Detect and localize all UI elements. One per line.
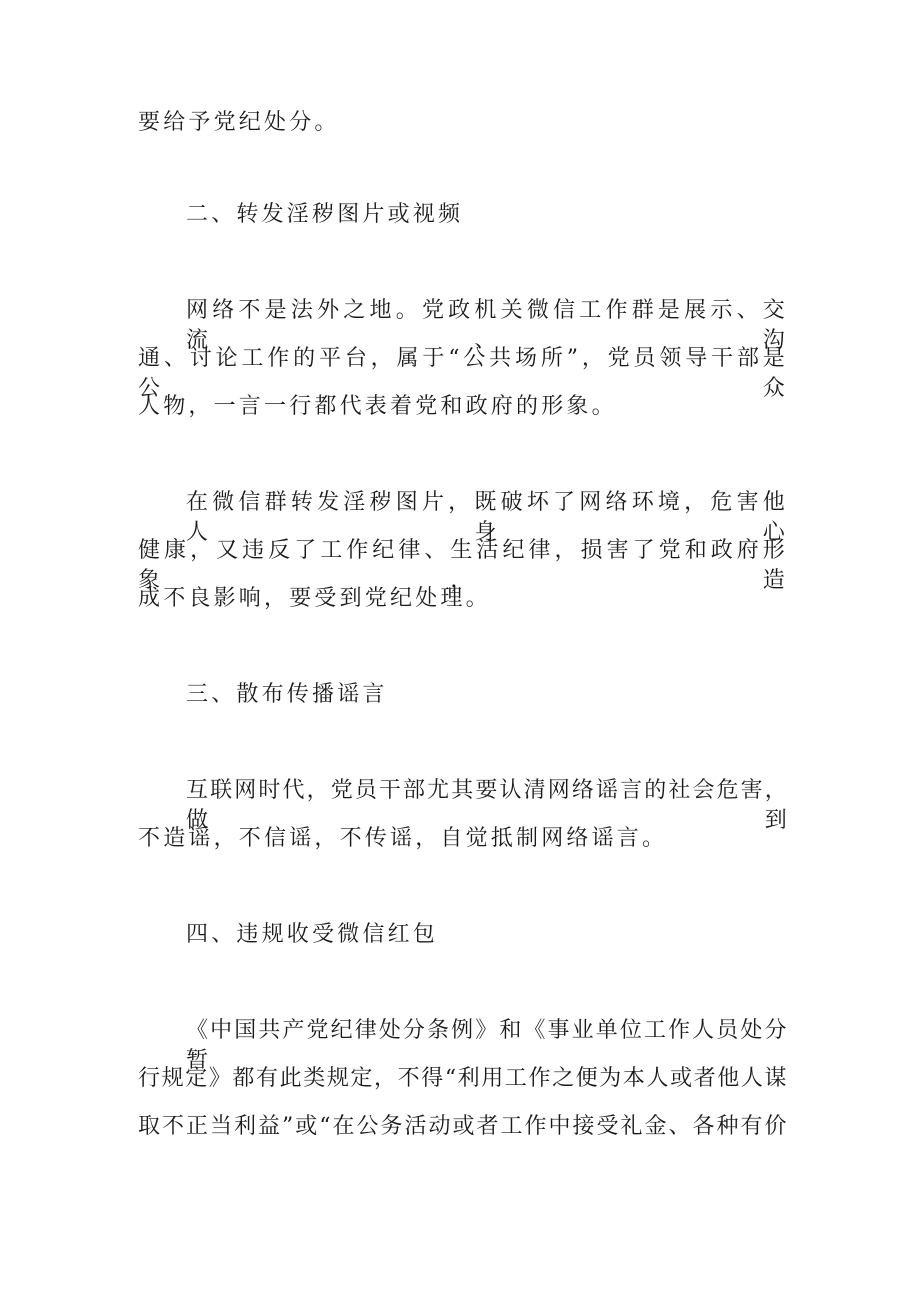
section-heading-3: 三、散布传播谣言 [186, 682, 388, 707]
section-heading-2: 二、转发淫秽图片或视频 [186, 202, 464, 227]
paragraph-line: 要给予党纪处分。 [138, 110, 340, 135]
paragraph-line: 成不良影响，要受到党纪处理。 [138, 586, 491, 611]
paragraph-line: 人物，一言一行都代表着党和政府的形象。 [138, 394, 617, 419]
paragraph-line: 通、讨论工作的平台，属于“公共场所”，党员领导干部是公众 [138, 346, 788, 401]
paragraph-line: 取不正当利益”或“在公务活动或者工作中接受礼金、各种有价 [138, 1114, 788, 1139]
paragraph-line: 《中国共产党纪律处分条例》和《事业单位工作人员处分暂 [186, 1018, 788, 1073]
paragraph-line: 网络不是法外之地。党政机关微信工作群是展示、交流、沟 [186, 298, 788, 353]
paragraph-line: 不造谣，不信谣，不传谣，自觉抵制网络谣言。 [138, 826, 668, 851]
paragraph-line: 健康，又违反了工作纪律、生活纪律，损害了党和政府形象，造 [138, 538, 788, 593]
paragraph-line: 在微信群转发淫秽图片，既破坏了网络环境，危害他人身心 [186, 490, 788, 545]
paragraph-line: 互联网时代，党员干部尤其要认清网络谣言的社会危害，做到 [186, 778, 788, 833]
paragraph-line: 行规定》都有此类规定，不得“利用工作之便为本人或者他人谋 [138, 1066, 788, 1091]
section-heading-4: 四、违规收受微信红包 [186, 922, 439, 947]
